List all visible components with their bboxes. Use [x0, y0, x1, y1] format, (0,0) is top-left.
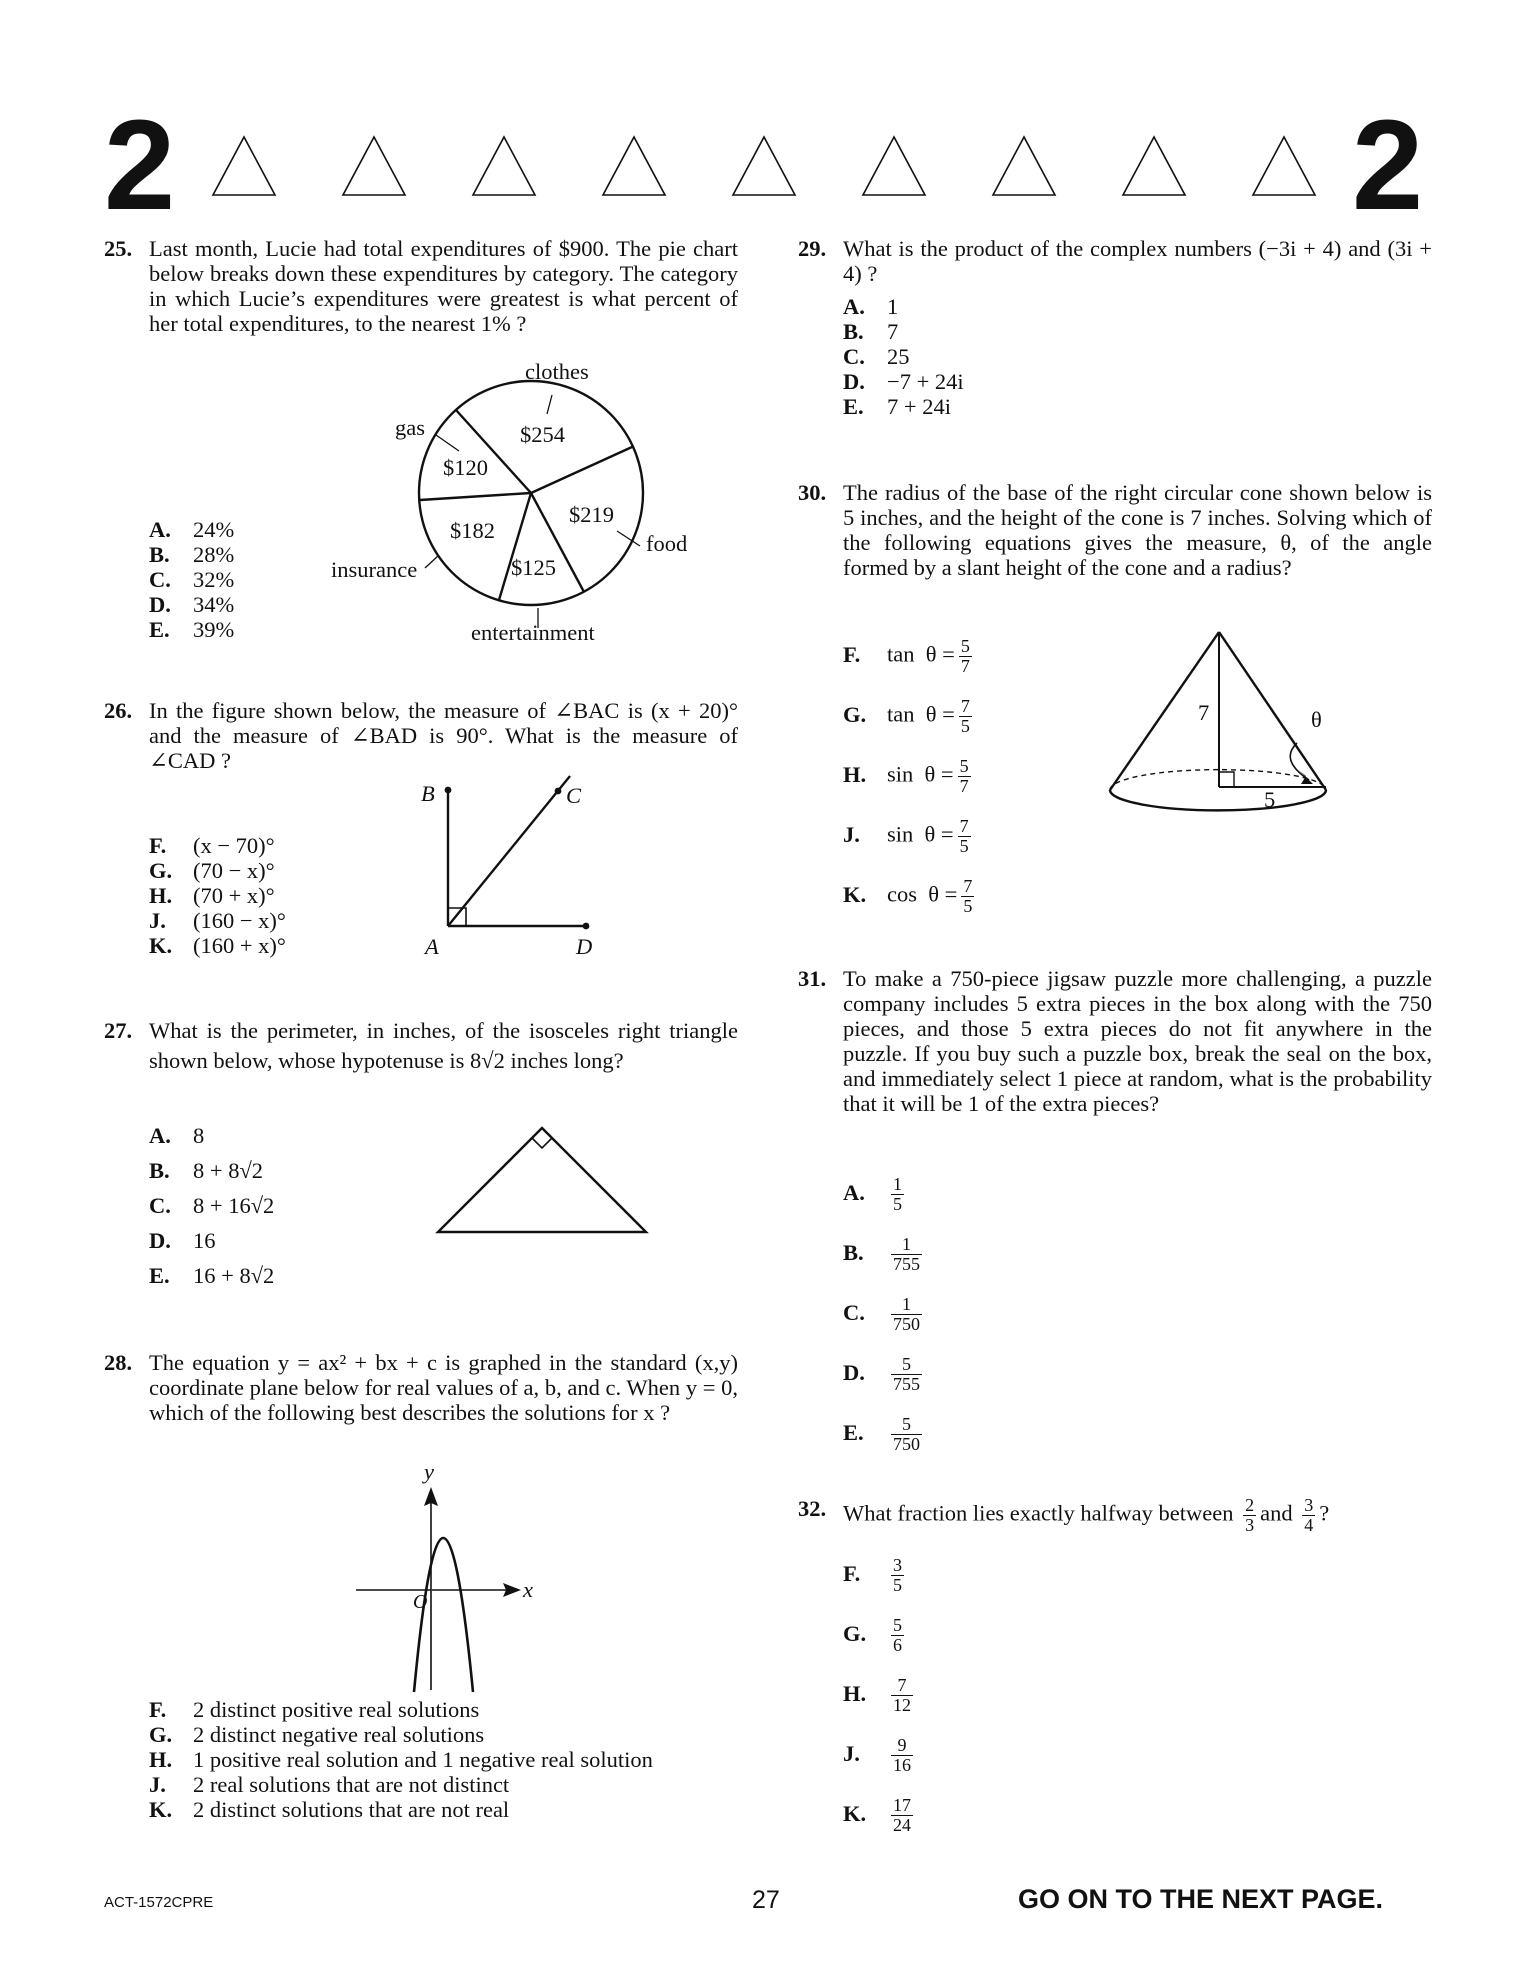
choice-fraction: $\frac{5}{750}$ — [893, 1414, 920, 1454]
choice-letter: D. — [149, 1228, 171, 1253]
answer-choice[interactable] — [149, 1797, 509, 1822]
choice-letter: D. — [843, 1359, 865, 1385]
page-number: 27 — [752, 1886, 780, 1914]
choice-letter: J. — [843, 821, 860, 847]
point-label-b: B — [421, 781, 435, 806]
question-number: 27. — [104, 1018, 133, 1043]
choice-letter: J. — [843, 1740, 860, 1766]
choice-letter: H. — [149, 1747, 173, 1772]
choice-text: 39% — [193, 617, 235, 642]
choice-fraction: $\frac{3}{5}$ — [893, 1555, 902, 1595]
cone-angle-label: θ — [1311, 707, 1322, 732]
question-text: The radius of the base of the right circular cone shown below is 5 inches, and the height of the cone is 7 inches. Solving which of the following equations gives the measure, θ, of the angle formed by a slant height of the cone and a radius? — [843, 480, 1432, 580]
theta-equals: θ = — [924, 761, 954, 787]
axis-label-x: x — [523, 1577, 533, 1602]
trig-function: sin — [887, 761, 914, 787]
answer-choice[interactable] — [843, 1175, 908, 1214]
choice-letter: F. — [149, 1697, 167, 1722]
fraction-three-fourths: $\frac{3}{4}$ — [1304, 1495, 1314, 1535]
answer-choice[interactable] — [843, 817, 975, 856]
go-on-next-page: GO ON TO THE NEXT PAGE. — [1018, 1884, 1384, 1914]
choice-text: (x − 70)° — [193, 833, 275, 858]
section-number-left: 2 — [104, 94, 176, 237]
choice-fraction: $\frac{1}{750}$ — [893, 1294, 920, 1334]
choice-letter: J. — [149, 908, 166, 933]
theta-equals: θ = — [925, 701, 955, 727]
pie-value-food: $219 — [569, 502, 614, 527]
choice-letter: G. — [149, 1722, 173, 1747]
cone-figure — [0, 0, 1530, 900]
choice-letter: E. — [149, 1263, 170, 1288]
question-mark: ? — [1319, 1500, 1330, 1526]
pie-value-insurance: $182 — [450, 518, 495, 543]
trig-function: tan — [887, 641, 915, 667]
pie-label-gas: gas — [395, 415, 425, 440]
answer-choice[interactable] — [149, 1697, 479, 1722]
choice-text: 2 distinct solutions that are not real — [193, 1797, 510, 1822]
question-text: What is the product of the complex numbers (−3i + 4) and (3i + 4) ? — [843, 236, 1432, 286]
trig-function: tan — [887, 701, 915, 727]
axis-label-y: y — [424, 1459, 434, 1484]
choice-text: 16 — [193, 1228, 216, 1253]
theta-equals: θ = — [928, 881, 958, 907]
choice-fraction: $\frac{5}{6}$ — [893, 1615, 902, 1655]
choice-text: 24% — [193, 517, 235, 542]
choice-letter: H. — [843, 761, 867, 787]
question-text: To make a 750-piece jigsaw puzzle more challenging, a puzzle company includes 5 extra pieces in the box along with the 750 pieces, and those 5 extra pieces do not fit anywhere in the puzzle. If you buy such a puzzle box, break the seal on the box, and immediately select 1 piece at random, what is the probability that it will be 1 of the extra pieces? — [843, 966, 1432, 1116]
choice-letter: C. — [149, 1193, 171, 1218]
cone-radius-label: 5 — [1264, 787, 1276, 812]
choice-text: (160 − x)° — [193, 908, 286, 933]
question-number: 25. — [104, 236, 133, 261]
choice-fraction: $\frac{7}{5}$ — [959, 816, 969, 856]
cone-height-label: 7 — [1198, 700, 1210, 725]
choice-letter: A. — [843, 1179, 865, 1205]
trig-function: sin — [887, 821, 914, 847]
choice-text: 2 distinct positive real solutions — [193, 1697, 480, 1722]
choice-text: 34% — [193, 592, 235, 617]
question-number: 29. — [798, 236, 827, 261]
answer-choice[interactable] — [843, 757, 975, 796]
choice-fraction: $\frac{7}{5}$ — [960, 696, 970, 736]
answer-choice[interactable] — [843, 1616, 908, 1655]
choice-letter: G. — [843, 1620, 867, 1646]
choice-text: 25 — [887, 344, 910, 369]
answer-choice[interactable] — [843, 1355, 926, 1394]
question-number: 31. — [798, 966, 827, 991]
choice-fraction: $\frac{17}{24}$ — [893, 1795, 911, 1835]
answer-choice[interactable] — [843, 1415, 926, 1454]
choice-text: 7 + 24i — [887, 394, 951, 419]
question-32 — [798, 1496, 1458, 1535]
point-label-d: D — [576, 934, 593, 959]
answer-choice[interactable] — [843, 1556, 908, 1595]
choice-letter: B. — [843, 319, 864, 344]
point-label-c: C — [566, 783, 582, 808]
answer-choice[interactable] — [843, 1235, 926, 1274]
choice-text: 8 + 8√2 — [193, 1158, 264, 1183]
choice-text: 16 + 8√2 — [193, 1263, 275, 1288]
choice-text: 32% — [193, 567, 235, 592]
answer-choice[interactable] — [149, 1747, 653, 1772]
theta-equals: θ = — [925, 641, 955, 667]
choice-fraction: $\frac{5}{7}$ — [959, 756, 969, 796]
question-text: In the figure shown below, the measure of ∠BAC is (x + 20)° and the measure of ∠BAD is 90°. What is the measure of ∠CAD ? — [149, 698, 738, 773]
choice-fraction: $\frac{1}{5}$ — [893, 1174, 902, 1214]
answer-choice[interactable] — [843, 1676, 917, 1715]
choice-letter: K. — [149, 933, 173, 958]
answer-choice[interactable] — [149, 1722, 484, 1747]
choice-text: 8 + 16√2 — [193, 1193, 275, 1218]
choice-letter: G. — [843, 701, 867, 727]
choice-letter: E. — [843, 1419, 864, 1445]
choice-text: 8 — [193, 1123, 205, 1148]
choice-letter: B. — [149, 1158, 170, 1183]
pie-label-insurance: insurance — [331, 557, 418, 582]
question-number: 32. — [798, 1496, 827, 1521]
choice-letter: F. — [149, 833, 167, 858]
choice-text: −7 + 24i — [887, 369, 964, 394]
choice-text: (70 + x)° — [193, 883, 275, 908]
question-number: 30. — [798, 480, 827, 505]
answer-choice[interactable] — [843, 1796, 917, 1835]
pie-label-entertainment: entertainment — [471, 620, 595, 645]
pie-label-clothes: clothes — [525, 359, 589, 384]
pie-value-clothes: $254 — [520, 422, 565, 447]
answer-choice[interactable] — [843, 1295, 926, 1334]
choice-fraction: $\frac{5}{7}$ — [960, 636, 970, 676]
choice-letter: A. — [149, 1123, 171, 1148]
question-text: Last month, Lucie had total expenditures of $900. The pie chart below breaks down these expenditures by category. The category in which Lucie’s expenditures were greatest is what percent of her total expenditures, to the nearest 1% ? — [149, 236, 738, 336]
fraction-two-thirds: $\frac{2}{3}$ — [1245, 1495, 1255, 1535]
question-31 — [798, 966, 1432, 1116]
pie-label-food: food — [646, 531, 688, 556]
answer-choice[interactable] — [843, 877, 978, 916]
pie-value-gas: $120 — [443, 455, 488, 480]
choice-letter: E. — [149, 617, 170, 642]
origin-label: O — [413, 1591, 428, 1613]
choice-text: 2 distinct negative real solutions — [193, 1722, 485, 1747]
choice-text: (70 − x)° — [193, 858, 275, 883]
point-label-a: A — [425, 934, 439, 959]
choice-text: 1 positive real solution and 1 negative real solution — [193, 1747, 653, 1772]
choice-letter: C. — [149, 567, 171, 592]
choice-letter: D. — [149, 592, 171, 617]
pie-value-entertainment: $125 — [511, 555, 556, 580]
answer-choice[interactable] — [843, 697, 976, 736]
choice-letter: F. — [843, 641, 861, 667]
question-number: 26. — [104, 698, 133, 723]
answer-choice[interactable] — [843, 637, 976, 676]
choice-fraction: $\frac{7}{5}$ — [963, 876, 973, 916]
question-number: 28. — [104, 1350, 133, 1375]
question-text-and: and — [1260, 1500, 1293, 1526]
choice-fraction: $\frac{5}{755}$ — [893, 1354, 920, 1394]
answer-choice[interactable] — [149, 1772, 509, 1797]
choice-text: 7 — [887, 319, 899, 344]
choice-letter: C. — [843, 1299, 865, 1325]
theta-equals: θ = — [924, 821, 954, 847]
choice-text: (160 + x)° — [193, 933, 286, 958]
choice-letter: G. — [149, 858, 173, 883]
choice-letter: K. — [843, 1800, 867, 1826]
choice-letter: B. — [149, 542, 170, 567]
question-text: The equation y = ax² + bx + c is graphed in the standard (x,y) coordinate plane below for real values of a, b, and c. When y = 0, which of the following best describes the solutions for x ? — [149, 1350, 738, 1425]
choice-fraction: $\frac{9}{16}$ — [893, 1735, 911, 1775]
choice-letter: H. — [149, 883, 173, 908]
answer-choice[interactable] — [843, 1736, 917, 1775]
choice-letter: B. — [843, 1239, 864, 1265]
choice-letter: E. — [843, 394, 864, 419]
choice-letter: D. — [843, 369, 865, 394]
choice-text: 1 — [887, 294, 899, 319]
choice-letter: K. — [149, 1797, 173, 1822]
form-code: ACT-1572CPRE — [104, 1894, 214, 1911]
choice-text: 2 real solutions that are not distinct — [193, 1772, 510, 1797]
choice-letter: H. — [843, 1680, 867, 1706]
choice-letter: K. — [843, 881, 867, 907]
choice-fraction: $\frac{7}{12}$ — [893, 1675, 911, 1715]
choice-fraction: $\frac{1}{755}$ — [893, 1234, 920, 1274]
choice-text: 28% — [193, 542, 235, 567]
question-text: What fraction lies exactly halfway between — [843, 1500, 1234, 1526]
question-text: What is the perimeter, in inches, of the isosceles right triangle shown below, whose hypotenuse is 8√2 inches long? — [149, 1018, 738, 1073]
choice-letter: F. — [843, 1560, 861, 1586]
trig-function: cos — [887, 881, 917, 907]
choice-letter: A. — [843, 294, 865, 319]
choice-letter: A. — [149, 517, 171, 542]
choice-letter: C. — [843, 344, 865, 369]
choice-letter: J. — [149, 1772, 166, 1797]
section-number-right: 2 — [1352, 94, 1424, 237]
